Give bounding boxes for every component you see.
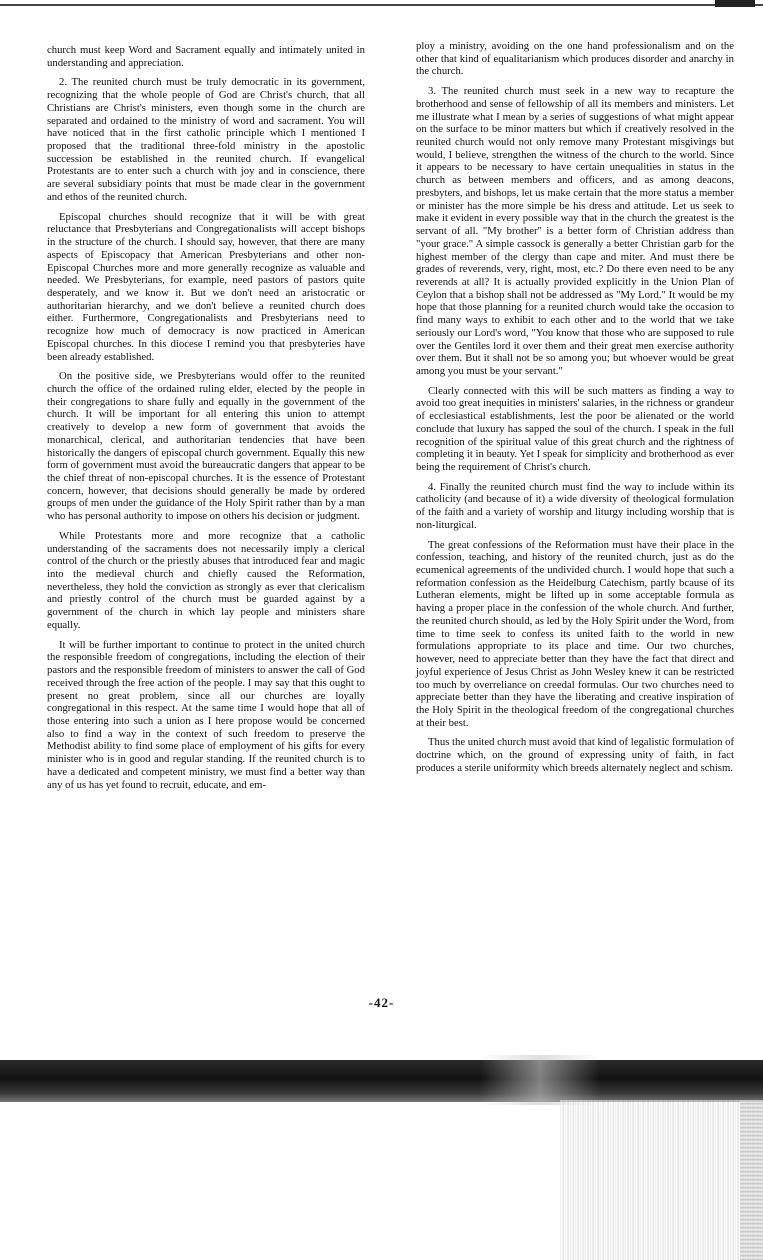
scan-artifact-noise	[560, 1100, 763, 1260]
paragraph: Clearly connected with this will be such matters as finding a way to avoid too great inequities in ministers' salaries, in the richness or grandeur of ecclesiastical establishments, lest the poor be alienated or the world conclude that luxury has sapped the soul of the church. I speak in the full recognition of the spiritual value of this great church and the rightness of completing it in beauty. Yet I speak for simplicity and brotherhood as ever being the requirement of Christ's church.	[416, 384, 734, 473]
paragraph: church must keep Word and Sacrament equally and intimately united in understanding and appreciation.	[47, 44, 365, 69]
scan-artifact-glare	[480, 1055, 600, 1105]
scan-artifact-edge	[740, 1100, 763, 1260]
scan-top-mark	[715, 0, 755, 7]
scan-artifact-band	[0, 1060, 763, 1102]
paragraph: ploy a ministry, avoiding on the one hand professionalism and on the other that kind of equalitarianism which produces disorder and anarchy in the church.	[416, 40, 734, 78]
scan-top-border	[0, 4, 763, 6]
paragraph: 4. Finally the reunited church must find the way to include within its catholicity (and because of it) a wide diversity of theological formulation of the faith and a variety of worship and liturgy including worship that is non-liturgical.	[416, 480, 734, 531]
paragraph: It will be further important to continue to protect in the united church the responsible freedom of congregations, including the election of their pastors and the responsible freedom of ministers to answer the call of God received through the free action of the people. I may say that this ought to present no great problem, since all our churches are loyally congregational in this respect. At the same time I would hope that all of those entering into such a union as I here propose would be concerned also to find a way in the context of such freedom to preserve the Methodist ability to find some place of employment of his gifts for every minister who is in good and regular standing. If the reunited church is to have a dedicated and competent ministry, we must find a better way than any of us has yet found to recruit, educate, and em-	[47, 638, 365, 791]
paragraph: Thus the united church must avoid that kind of legalistic formulation of doctrine which, on the ground of expressing unity of faith, in fact produces a sterile uniformity which breeds alternately neglect and schism.	[416, 736, 735, 774]
paragraph: On the positive side, we Presbyterians would offer to the reunited church the office of the ordained ruling elder, elected by the people in their congregations to share fully and equally in the government of the church. It will be important for all entering this union to attempt creatively to develop a new form of government that avoids the monarchical, clerical, and authoritarian tendencies that have been historically the dangers of episcopal church government. Equally this new form of government must avoid the bureaucratic dangers that appear to be the chief threat of non-episcopal churches. It is the essence of Protestant concern, however, that decisions should generally be made by ordered groups of men under the guidance of the Holy Spirit rather than by a man who has personal authority to impose on others his decision or judgment.	[47, 370, 365, 523]
right-column	[416, 40, 734, 782]
paragraph: 3. The reunited church must seek in a new way to recapture the brotherhood and sense of fellowship of all its members and ministers. Let me illustrate what I mean by a series of suggestions of what might appear on the surface to be minor matters but which if creatively resolved in the reunited church would not only remove many Protestant misgivings but would, I believe, strengthen the witness of the church to the world. Since it appears to be necessary to have certain unequalities in status in the church as between members and officers, and as among deacons, presbyters, and bishops, let us make certain that the more status a member or minister has the more simple be his dress and attitude. Let us seek to make it evident in every possible way that in the church the greatest is the servant of all. "My brother" is a better form of Christian address than "your grace." A simple cassock is generally a better Christian garb for the highest member of the clergy than cape and miter. And must there be grades of reverends, very, right, most, etc.? Do there even need to be any reverends at all? It is actually provided explicitly in the Union Plan of Ceylon that a bishop shall not be addressed as "My Lord." It would be my hope that those planning for a reunited church would take the occasion to find many ways to exhibit to each other and to the world that we take seriously our Lord's word, "You know that those who are supposed to rule over the Gentiles lord it over them and their great men exercise authority over them. But it shall not be so among you; but whoever would be great among you must be your servant."	[416, 85, 734, 377]
page-number: -42-	[368, 995, 395, 1010]
paragraph: While Protestants more and more recognize that a catholic understanding of the sacraments does not necessarily imply a clerical control of the church or the priestly abuses that introduced fear and magic into the medieval church and chiefly caused the Reformation, nevertheless, they hold the conviction as strongly as ever that clericalism and priestly control of the church must be guarded against by a government of the church in which lay people and ministers share equally.	[47, 529, 365, 631]
left-column	[47, 44, 365, 798]
paragraph: 2. The reunited church must be truly democratic in its government, recognizing that the whole people of God are Christ's church, that all Christians are Christ's ministers, even though some in the church are separated and ordained to the ministry of word and sacrament. You will have noticed that in the first catholic principle which I mentioned I proposed that the traditional three-fold ministry in the apostolic succession be established in the reunited church. If evangelical Protestants are to enter such a church with joy and in conscience, there are several subsidiary points that must be made clear in the government and ethos of the reunited church.	[47, 76, 365, 203]
paragraph: The great confessions of the Reformation must have their place in the confession, teaching, and history of the reunited church, just as do the ecumenical agreements of the undivided church. I would hope that such a reformation confession as the Heidelburg Catechism, partly bcause of its Lutheran elements, might be lifted up in some acceptable formula as having a proper place in the confession of the whole church. And further, the reunited church should, as led by the Holy Spirit under the Word, from time to time seek to confess its united faith to the world in new formulations appropriate to its place and time. Our two churches, however, need to appreciate better than they have the fact that direct and joyful experience of Jesus Christ as John Wesley knew it can be restricted too much by overreliance on creedal formulas. Our two churches need to appreciate better than they have the liberating and creative inspiration of the Holy Spirit in the theological freedom of the congregational churches at their best.	[416, 538, 735, 729]
paragraph: Episcopal churches should recognize that it will be with great reluctance that Presbyterians and Congregationalists will accept bishops in the structure of the church. I should say, however, that there are many aspects of Episcopacy that American Presbyterians and other non-Episcopal Churches more and more generally recognize as valuable and needed. We Presbyterians, for example, need pastors of pastors quite desperately, and we know it. But we don't need an aristocratic or authoritarian hierarchy, and we don't believe a reunited church does either. Furthermore, Congregationalists and Presbyterians need to recognize how much of democracy is now practiced in American Episcopal churches. In this diocese I remind you that presbyteries have been already established.	[47, 210, 365, 363]
